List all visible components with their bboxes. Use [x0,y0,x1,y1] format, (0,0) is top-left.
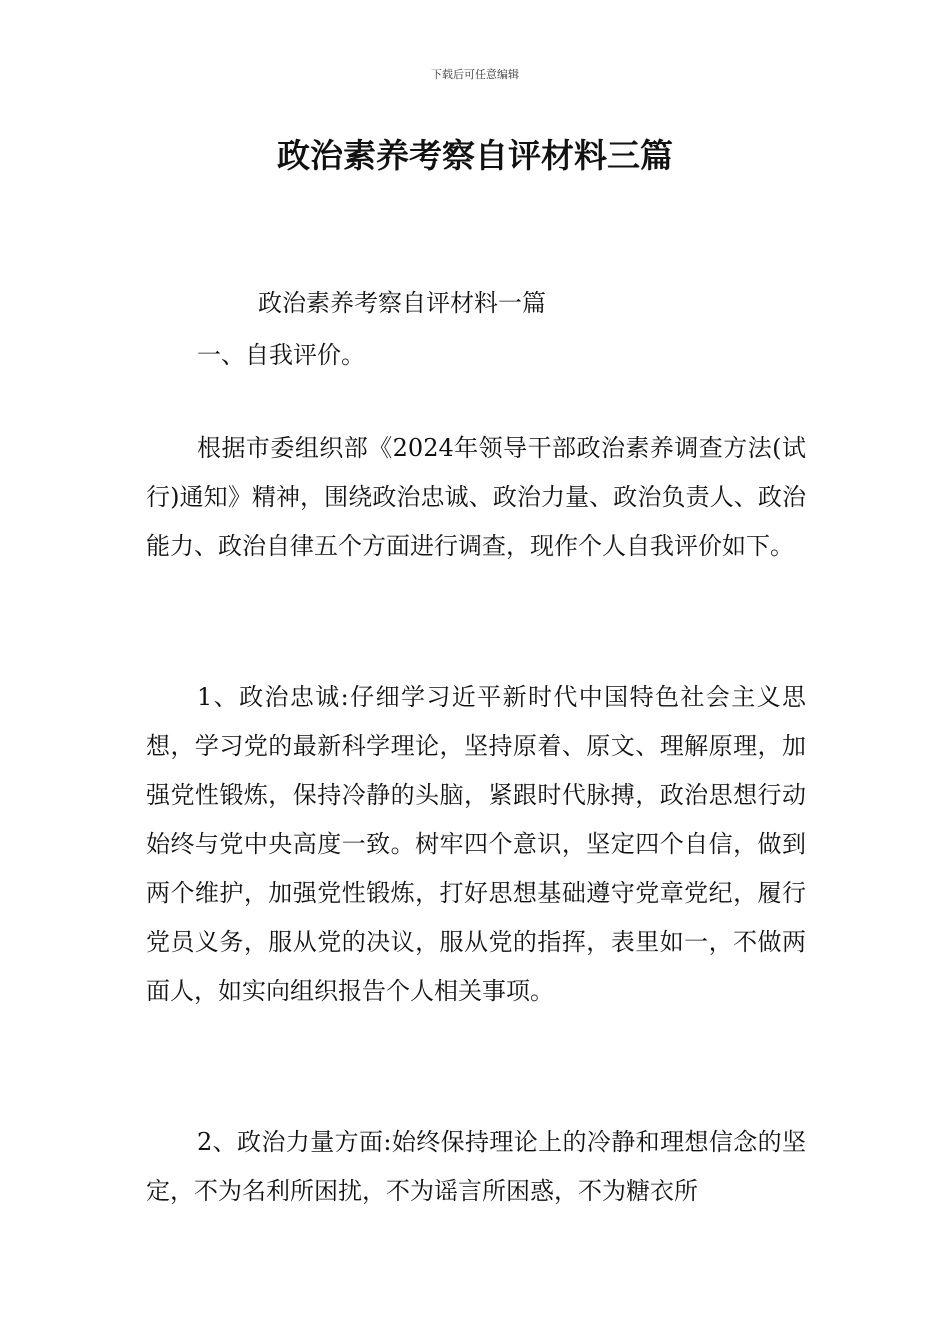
document-title: 政治素养考察自评材料三篇 [277,136,673,175]
paragraph-political-strength: 2、政治力量方面:始终保持理论上的冷静和理想信念的坚定，不为名利所困扰，不为谣言所困惑，不为糖衣所 [146,1128,806,1205]
paragraph-intro: 根据市委组织部《2024年领导干部政治素养调查方法(试行)通知》精神，围绕政治忠诚、政治力量、政治负责人、政治能力、政治自律五个方面进行调查，现作个人自我评价如下。 [146,434,806,560]
section-heading: 一、自我评价。 [197,341,365,369]
page-header-note: 下载后可任意编辑 [431,68,519,81]
paragraph-political-loyalty: 1、政治忠诚:仔细学习近平新时代中国特色社会主义思想，学习党的最新科学理论，坚持原着、原文、理解原理，加强党性锻炼，保持冷静的头脑，紧跟时代脉搏，政治思想行动始终与党中央高度一致。树牢四个意识，坚定四个自信，做到两个维护，加强党性锻炼，打好思想基础遵守党章党纪，履行党员义务，服从党的决议，服从党的指挥，表里如一，不做两面人，如实向组织报告个人相关事项。 [146,683,806,1005]
section-subtitle: 政治素养考察自评材料一篇 [258,289,546,317]
